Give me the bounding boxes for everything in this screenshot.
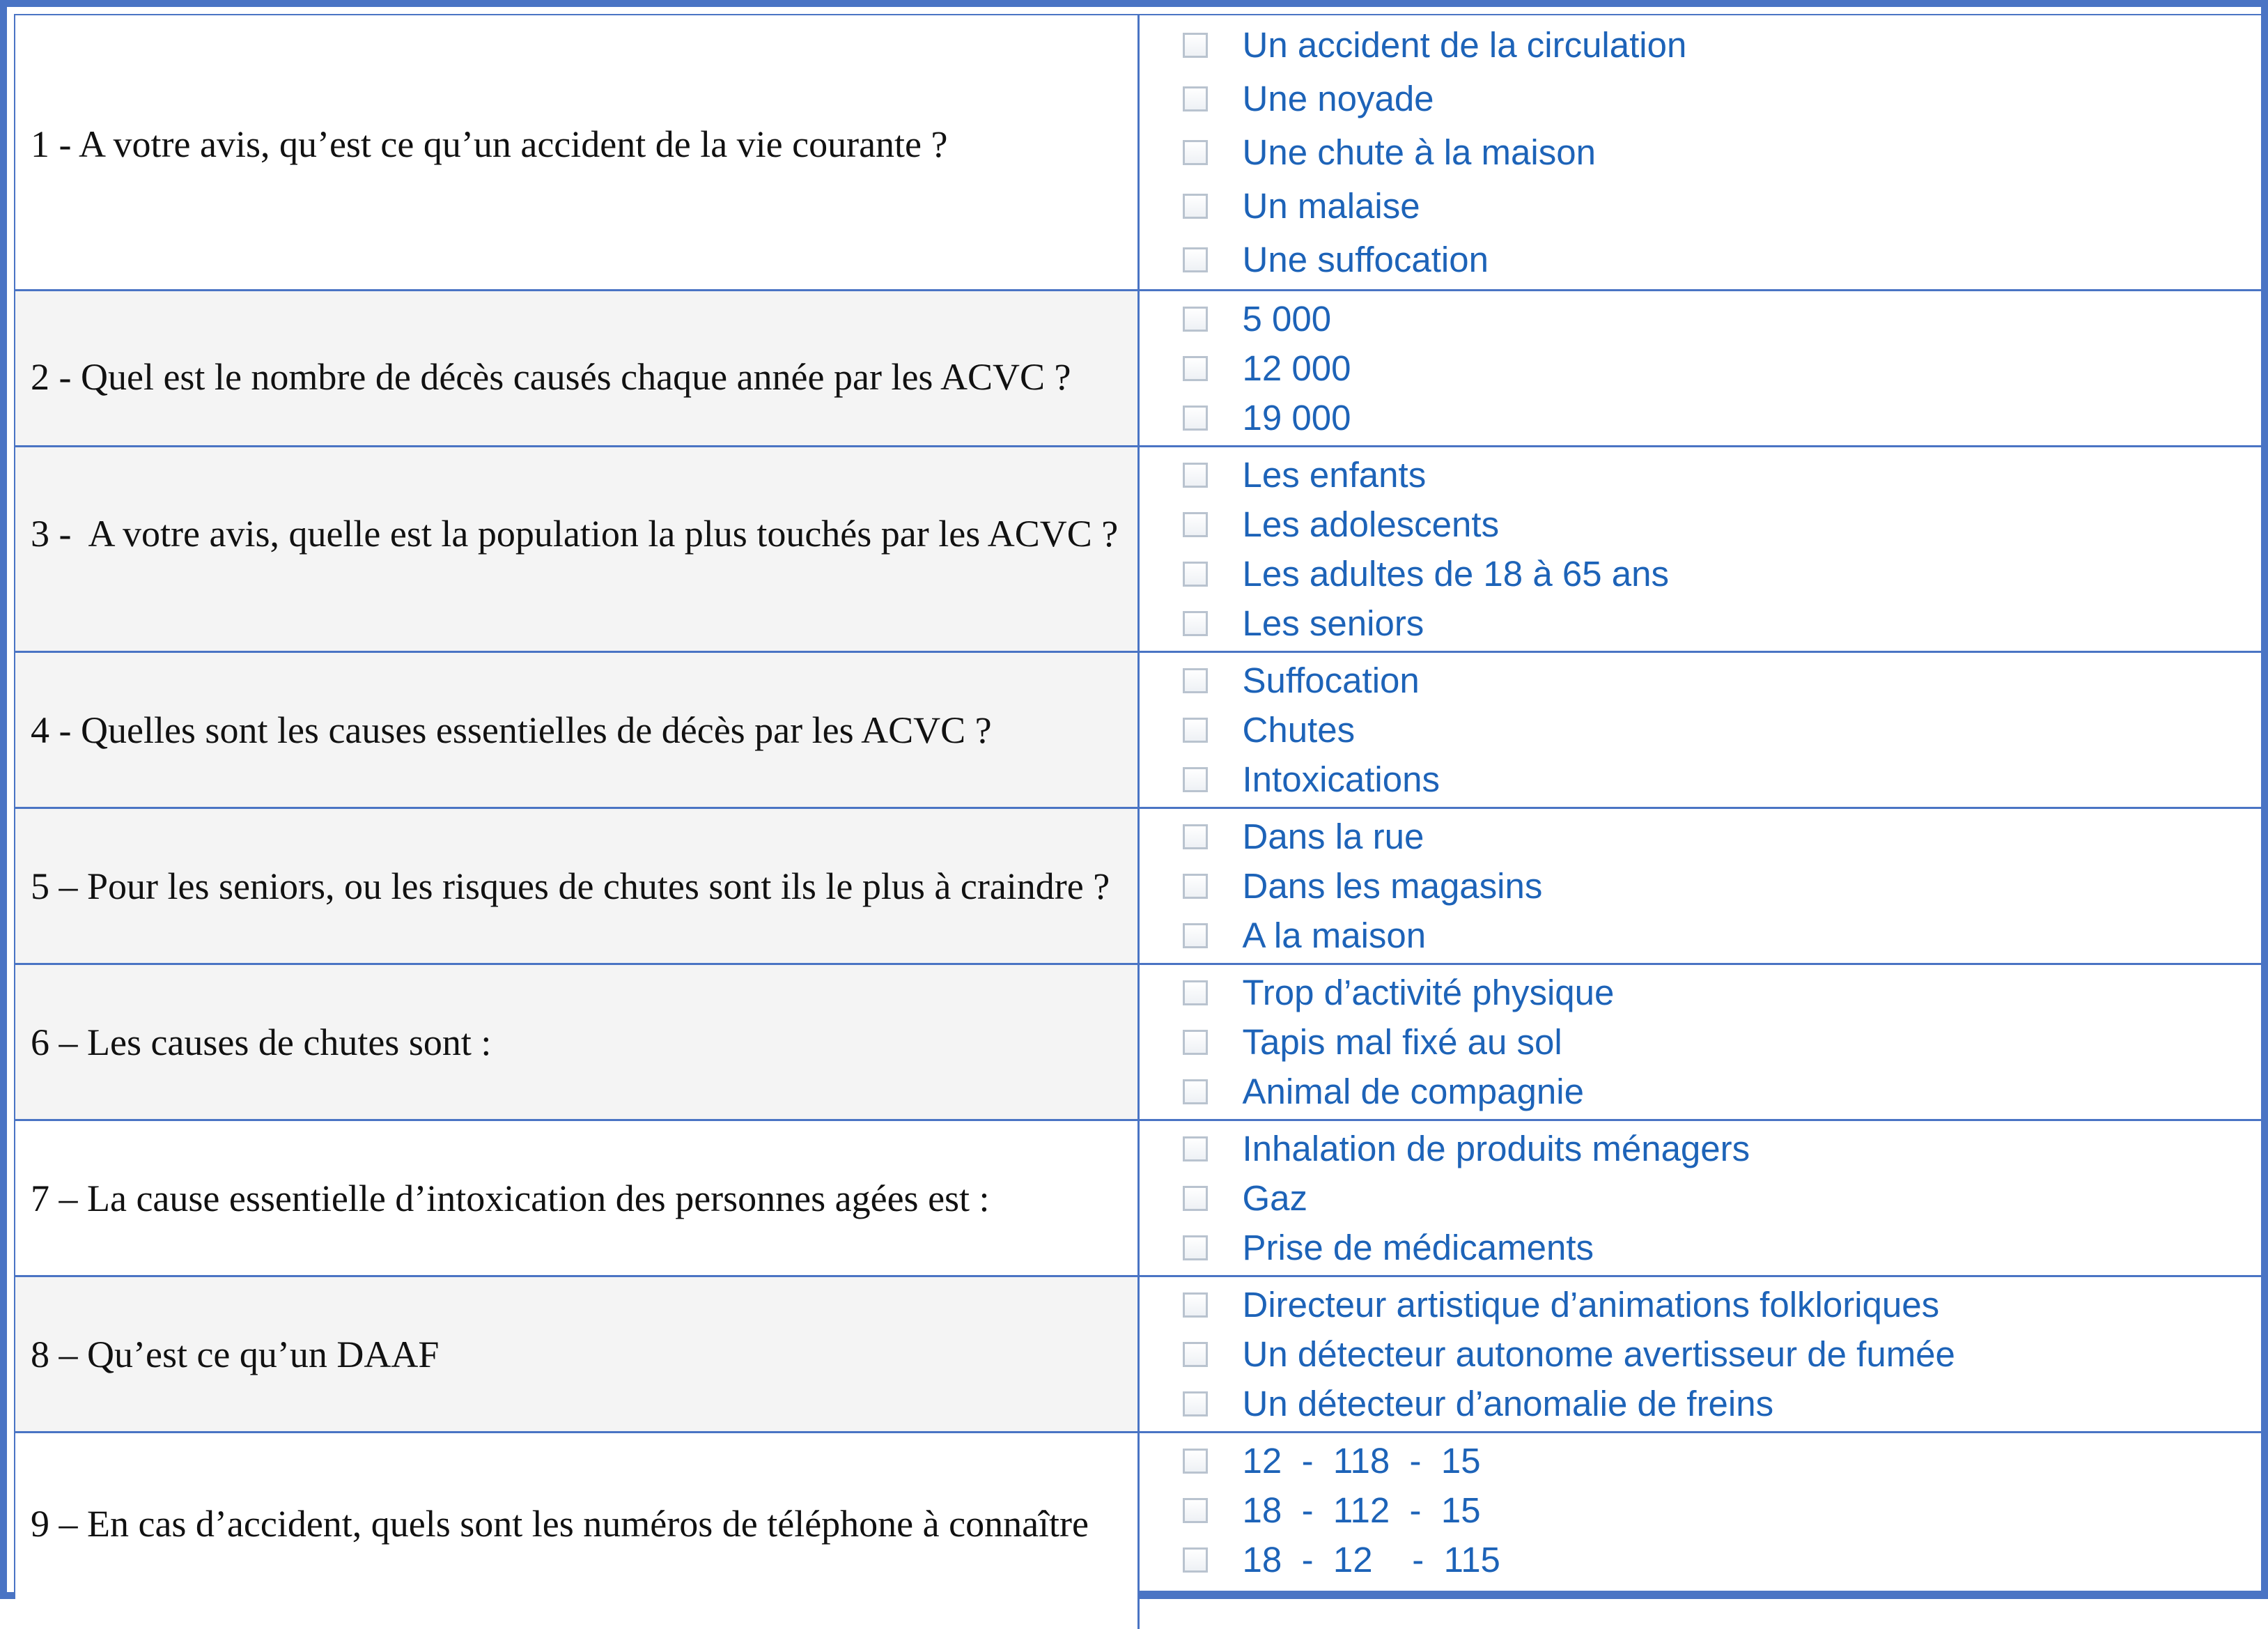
option[interactable] — [1140, 1280, 2262, 1329]
option-label: Une noyade — [1242, 79, 1434, 118]
answer-cell — [1138, 1433, 2261, 1629]
answer-cell — [1138, 964, 2261, 1120]
answer-cell — [1138, 291, 2261, 447]
option-list — [1140, 809, 2262, 963]
quiz-table — [15, 15, 2261, 1629]
option-label: Trop d’activité physique — [1242, 973, 1615, 1012]
option-label: Tapis mal fixé au sol — [1242, 1022, 1562, 1062]
question-row-6 — [15, 964, 2261, 1120]
answer-cell — [1138, 15, 2261, 291]
checkbox[interactable] — [1183, 307, 1208, 332]
option[interactable] — [1140, 1223, 2262, 1272]
option[interactable] — [1140, 1535, 2262, 1584]
option-label: Les enfants — [1242, 455, 1427, 495]
option-label: A la maison — [1242, 916, 1427, 955]
option-label: Un détecteur autonome avertisseur de fumée — [1242, 1334, 1955, 1374]
option[interactable] — [1140, 599, 2262, 648]
option-label: Un malaise — [1242, 186, 1420, 226]
option[interactable] — [1140, 18, 2262, 72]
checkbox[interactable] — [1183, 1079, 1208, 1104]
option-label: Prise de médicaments — [1242, 1228, 1594, 1267]
option-list — [1140, 1433, 2262, 1587]
question-text: 1 - A votre avis, qu’est ce qu’un accident de la vie courante ? — [31, 123, 948, 165]
checkbox[interactable] — [1183, 1292, 1208, 1318]
checkbox[interactable] — [1183, 1342, 1208, 1367]
option-label: Dans les magasins — [1242, 866, 1543, 906]
question-text: 4 - Quelles sont les causes essentielles de décès par les ACVC ? — [31, 709, 992, 751]
option[interactable] — [1140, 1379, 2262, 1428]
option-label: Les adultes de 18 à 65 ans — [1242, 554, 1669, 594]
question-row-5 — [15, 808, 2261, 964]
answer-cell — [1138, 447, 2261, 652]
option-label: Dans la rue — [1242, 817, 1424, 856]
checkbox[interactable] — [1183, 140, 1208, 165]
checkbox[interactable] — [1183, 874, 1208, 899]
option[interactable] — [1140, 233, 2262, 286]
option[interactable] — [1140, 1124, 2262, 1173]
checkbox[interactable] — [1183, 1498, 1208, 1523]
option-label: Inhalation de produits ménagers — [1242, 1129, 1750, 1168]
option[interactable] — [1140, 968, 2262, 1017]
checkbox[interactable] — [1183, 406, 1208, 431]
option[interactable] — [1140, 705, 2262, 755]
option-label: 12 000 — [1242, 348, 1351, 388]
option[interactable] — [1140, 1485, 2262, 1535]
checkbox[interactable] — [1183, 1449, 1208, 1474]
checkbox[interactable] — [1183, 718, 1208, 743]
checkbox[interactable] — [1183, 767, 1208, 792]
option-label: Directeur artistique d’animations folkloriques — [1242, 1285, 1940, 1325]
option[interactable] — [1140, 294, 2262, 343]
option-list — [1140, 291, 2262, 445]
option-label: 12 - 118 - 15 — [1242, 1441, 1481, 1481]
question-cell — [15, 964, 1138, 1120]
checkbox[interactable] — [1183, 86, 1208, 111]
option-label: Une chute à la maison — [1242, 132, 1596, 172]
answer-cell — [1138, 652, 2261, 808]
question-text: 2 - Quel est le nombre de décès causés chaque année par les ACVC ? — [31, 355, 1071, 398]
option[interactable] — [1140, 1067, 2262, 1116]
question-text: 7 – La cause essentielle d’intoxication des personnes agées est : — [31, 1177, 990, 1219]
checkbox[interactable] — [1183, 1136, 1208, 1161]
option-label: 18 - 112 - 15 — [1242, 1490, 1481, 1530]
question-row-3 — [15, 447, 2261, 652]
option-label: Chutes — [1242, 710, 1356, 750]
option-label: Une suffocation — [1242, 240, 1489, 279]
checkbox[interactable] — [1183, 1186, 1208, 1211]
checkbox[interactable] — [1183, 247, 1208, 272]
question-text: 8 – Qu’est ce qu’un DAAF — [31, 1333, 440, 1375]
option[interactable] — [1140, 500, 2262, 549]
question-text: 6 – Les causes de chutes sont : — [31, 1021, 492, 1063]
question-cell — [15, 291, 1138, 447]
option-label: Gaz — [1242, 1178, 1308, 1218]
option[interactable] — [1140, 549, 2262, 599]
question-row-1 — [15, 15, 2261, 291]
question-cell — [15, 1120, 1138, 1276]
checkbox[interactable] — [1183, 1547, 1208, 1573]
option[interactable] — [1140, 1329, 2262, 1379]
checkbox[interactable] — [1183, 512, 1208, 537]
question-cell — [15, 1433, 1138, 1629]
option-label: Les seniors — [1242, 603, 1424, 643]
option[interactable] — [1140, 861, 2262, 911]
option-list — [1140, 1277, 2262, 1431]
option-list — [1140, 447, 2262, 651]
question-row-8 — [15, 1276, 2261, 1433]
question-cell — [15, 1276, 1138, 1433]
question-cell — [15, 808, 1138, 964]
checkbox[interactable] — [1183, 1391, 1208, 1416]
option-label: Un accident de la circulation — [1242, 25, 1687, 65]
option-list — [1140, 965, 2262, 1119]
option-list — [1140, 653, 2262, 807]
question-cell — [15, 447, 1138, 652]
option-label: Les adolescents — [1242, 504, 1500, 544]
option[interactable] — [1140, 1017, 2262, 1067]
option-label: Animal de compagnie — [1242, 1072, 1584, 1111]
option[interactable] — [1140, 393, 2262, 442]
answer-cell — [1138, 808, 2261, 964]
checkbox[interactable] — [1183, 33, 1208, 58]
question-row-4 — [15, 652, 2261, 808]
question-cell — [15, 652, 1138, 808]
checkbox[interactable] — [1183, 1030, 1208, 1055]
option-label: 18 - 12 - 115 — [1242, 1540, 1500, 1580]
option-label: Intoxications — [1242, 759, 1440, 799]
answer-cell — [1138, 1276, 2261, 1433]
option[interactable] — [1140, 125, 2262, 179]
question-text: 3 - A votre avis, quelle est la population la plus touchés par les ACVC ? — [31, 513, 1119, 555]
option[interactable] — [1140, 343, 2262, 393]
option[interactable] — [1140, 1436, 2262, 1485]
question-cell — [15, 15, 1138, 291]
option[interactable] — [1140, 450, 2262, 500]
option[interactable] — [1140, 72, 2262, 125]
checkbox[interactable] — [1183, 923, 1208, 948]
option-label: 5 000 — [1242, 299, 1332, 339]
option-list — [1140, 1121, 2262, 1275]
option[interactable] — [1140, 911, 2262, 960]
option[interactable] — [1140, 1173, 2262, 1223]
question-row-9 — [15, 1433, 2261, 1629]
question-text: 9 – En cas d’accident, quels sont les numéros de téléphone à connaître — [31, 1503, 1089, 1545]
checkbox[interactable] — [1183, 1235, 1208, 1260]
question-text: 5 – Pour les seniors, ou les risques de chutes sont ils le plus à craindre ? — [31, 865, 1110, 907]
quiz-inner-border — [14, 14, 2262, 1592]
option-list — [1140, 15, 2262, 289]
option[interactable] — [1140, 755, 2262, 804]
question-row-7 — [15, 1120, 2261, 1276]
option-label: 19 000 — [1242, 398, 1351, 438]
option[interactable] — [1140, 656, 2262, 705]
option[interactable] — [1140, 179, 2262, 233]
question-row-2 — [15, 291, 2261, 447]
checkbox[interactable] — [1183, 611, 1208, 636]
checkbox[interactable] — [1183, 824, 1208, 849]
answer-cell — [1138, 1120, 2261, 1276]
checkbox[interactable] — [1183, 668, 1208, 693]
option[interactable] — [1140, 812, 2262, 861]
checkbox[interactable] — [1183, 562, 1208, 587]
option-label: Suffocation — [1242, 661, 1420, 700]
option-label: Un détecteur d’anomalie de freins — [1242, 1384, 1774, 1423]
checkbox[interactable] — [1183, 194, 1208, 219]
checkbox[interactable] — [1183, 463, 1208, 488]
checkbox[interactable] — [1183, 356, 1208, 381]
checkbox[interactable] — [1183, 980, 1208, 1005]
